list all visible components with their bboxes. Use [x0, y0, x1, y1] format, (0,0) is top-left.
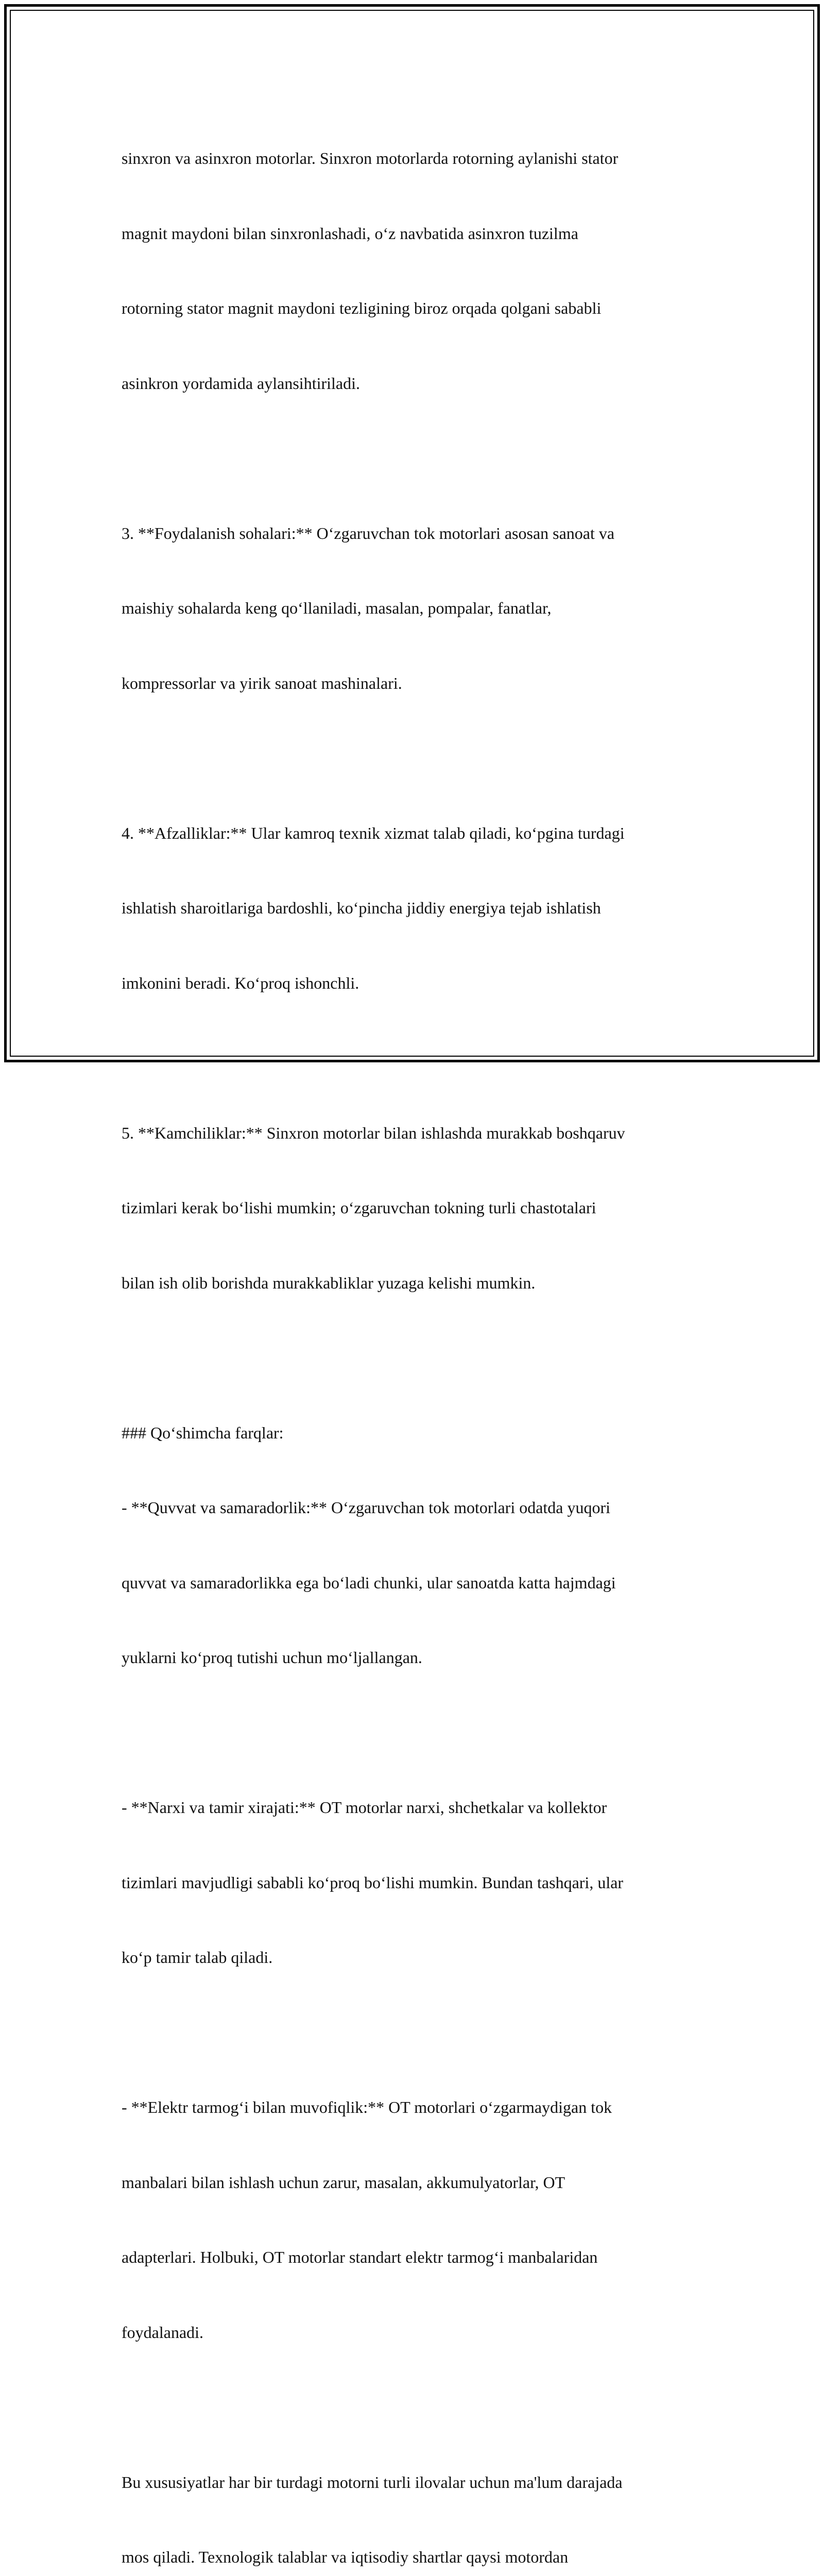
text-line: - **Elektr tarmog‘i bilan muvofiqlik:** OT motorlari o‘zgarmaydigan tok [122, 2095, 709, 2120]
text-line: 4. **Afzalliklar:** Ular kamroq texnik xizmat talab qiladi, ko‘pgina turdagi [122, 821, 709, 846]
text-line: ishlatish sharoitlariga bardoshli, ko‘pincha jiddiy energiya tejab ishlatish [122, 895, 709, 921]
paragraph-extra-differences [122, 1370, 709, 1720]
text-line: imkonini beradi. Ko‘proq ishonchli. [122, 971, 709, 996]
text-line: rotorning stator magnit maydoni tezligining biroz orqada qolgani sababli [122, 296, 709, 321]
text-line: Bu xususiyatlar har bir turdagi motorni turli ilovalar uchun ma'lum darajada [122, 2470, 709, 2495]
text-line: magnit maydoni bilan sinxronlashadi, o‘z navbatida asinxron tuzilma [122, 221, 709, 246]
text-line: - **Quvvat va samaradorlik:** O‘zgaruvchan tok motorlari odatda yuqori [122, 1495, 709, 1520]
paragraph-item-4 [122, 771, 709, 1046]
text-line: foydalanadi. [122, 2320, 709, 2345]
text-line: quvvat va samaradorlikka ega bo‘ladi chunki, ular sanoatda katta hajmdagi [122, 1570, 709, 1596]
paragraph-conclusion [122, 2420, 709, 2576]
text-line: kompressorlar va yirik sanoat mashinalari. [122, 671, 709, 696]
text-line: bilan ish olib borishda murakkabliklar yuzaga kelishi mumkin. [122, 1270, 709, 1296]
paragraph-intro-continuation [122, 96, 709, 446]
text-line: yuklarni ko‘proq tutishi uchun mo‘ljallangan. [122, 1645, 709, 1670]
text-line: ko‘p tamir talab qiladi. [122, 1945, 709, 1970]
text-line: 5. **Kamchiliklar:** Sinxron motorlar bilan ishlashda murakkab boshqaruv [122, 1121, 709, 1146]
paragraph-item-5 [122, 1071, 709, 1346]
text-line: adapterlari. Holbuki, OT motorlar standart elektr tarmog‘i manbalaridan [122, 2245, 709, 2270]
paragraph-item-3 [122, 471, 709, 746]
text-line: asinkron yordamida aylansihtiriladi. [122, 371, 709, 396]
text-line: mos qiladi. Texnologik talablar va iqtisodiy shartlar qaysi motordan [122, 2545, 709, 2570]
document-body [122, 96, 709, 2576]
text-line: manbalari bilan ishlash uchun zarur, masalan, akkumulyatorlar, OT [122, 2170, 709, 2195]
text-line: tizimlari mavjudligi sababli ko‘proq bo‘lishi mumkin. Bundan tashqari, ular [122, 1870, 709, 1895]
paragraph-grid-compat [122, 2045, 709, 2395]
text-line: - **Narxi va tamir xirajati:** OT motorlar narxi, shchetkalar va kollektor [122, 1795, 709, 1820]
text-line: 3. **Foydalanish sohalari:** O‘zgaruvchan tok motorlari asosan sanoat va [122, 521, 709, 546]
text-line: maishiy sohalarda keng qo‘llaniladi, masalan, pompalar, fanatlar, [122, 596, 709, 621]
paragraph-price-repair [122, 1745, 709, 2020]
text-line: sinxron va asinxron motorlar. Sinxron motorlarda rotorning aylanishi stator [122, 146, 709, 171]
text-line: tizimlari kerak bo‘lishi mumkin; o‘zgaruvchan tokning turli chastotalari [122, 1195, 709, 1221]
section-heading: ### Qo‘shimcha farqlar: [122, 1420, 709, 1446]
